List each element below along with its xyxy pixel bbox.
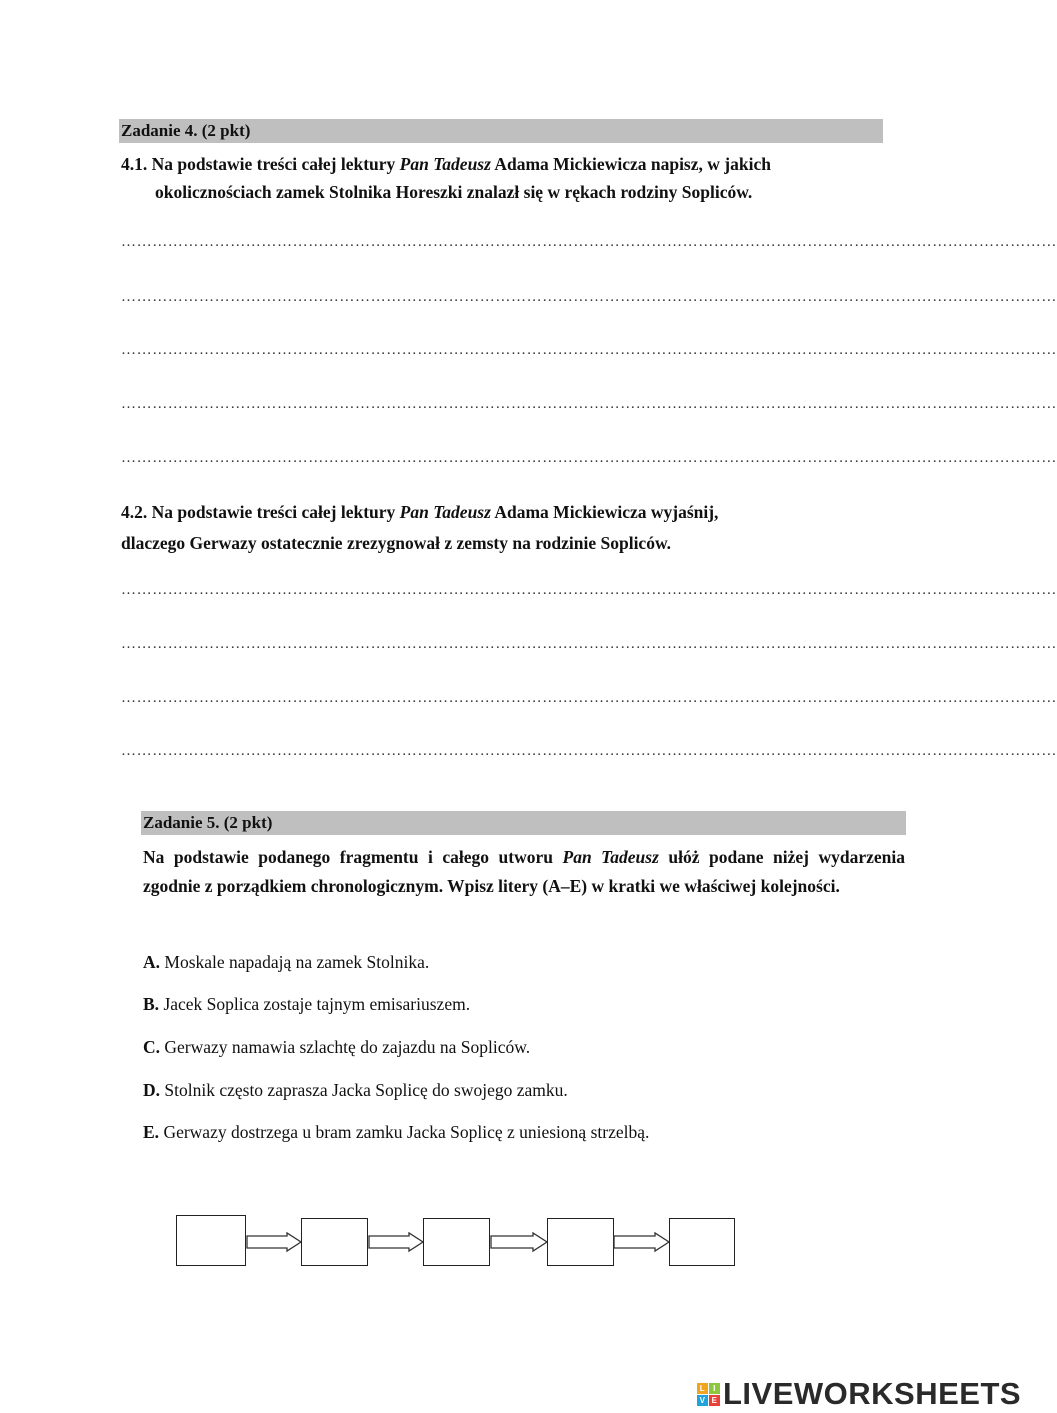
option-text: Stolnik często zaprasza Jacka Soplicę do swojego zamku. — [164, 1080, 568, 1100]
option-e — [143, 1122, 649, 1143]
answer-box-2[interactable] — [301, 1218, 368, 1266]
question-text: Na podstawie treści całej lektury — [151, 502, 396, 522]
question-text: Adama Mickiewicza napisz, w jakich — [494, 154, 771, 174]
book-title: Pan Tadeusz — [399, 502, 491, 522]
option-text: Gerwazy dostrzega u bram zamku Jacka Soplicę z uniesioną strzelbą. — [163, 1122, 650, 1142]
answer-line[interactable]: ……………………………………………………………………………………………………………………………………………………………… — [121, 450, 1057, 466]
question-text-line2: dlaczego Gerwazy ostatecznie zrezygnował z zemsty na rodzinie Sopliców. — [121, 533, 671, 553]
answer-line[interactable]: ……………………………………………………………………………………………………………………………………………………………… — [121, 690, 1057, 706]
question-text-line2: okolicznościach zamek Stolnika Horeszki znalazł się w rękach rodziny Sopliców. — [155, 182, 753, 202]
question-number: 4.1. — [121, 154, 148, 174]
answer-line[interactable]: ……………………………………………………………………………………………………………………………………………………………… — [121, 342, 1057, 358]
instruction-text: ułóż podane niżej wydarzenia zgodnie z porządkiem chronologicznym. Wpisz litery (A–E) w kratki we właściwej kolejności. — [143, 847, 905, 896]
option-letter: E. — [143, 1122, 160, 1142]
answer-line[interactable]: ……………………………………………………………………………………………………………………………………………………………… — [121, 289, 1057, 305]
arrow-right-icon — [490, 1232, 548, 1252]
arrow-right-icon — [368, 1232, 424, 1252]
instruction-text: Na podstawie podanego fragmentu i całego utworu — [143, 847, 553, 867]
answer-line[interactable]: ……………………………………………………………………………………………………………………………………………………………… — [121, 636, 1057, 652]
question-4-2 — [121, 497, 891, 559]
option-b — [143, 994, 470, 1015]
book-title: Pan Tadeusz — [562, 847, 659, 867]
answer-line[interactable]: ……………………………………………………………………………………………………………………………………………………………… — [121, 743, 1057, 759]
option-text: Gerwazy namawia szlachtę do zajazdu na Sopliców. — [164, 1037, 531, 1057]
option-letter: D. — [143, 1080, 161, 1100]
answer-box-1[interactable] — [176, 1215, 246, 1266]
question-4-1 — [121, 150, 891, 206]
task5-instructions — [143, 843, 905, 901]
question-text: Adama Mickiewicza wyjaśnij, — [494, 502, 719, 522]
question-number: 4.2. — [121, 502, 148, 522]
option-c — [143, 1037, 530, 1058]
logo-text: LIVEWORKSHEETS — [723, 1376, 1022, 1411]
book-title: Pan Tadeusz — [399, 154, 491, 174]
answer-line[interactable]: ……………………………………………………………………………………………………………………………………………………………… — [121, 234, 1057, 250]
arrow-right-icon — [613, 1232, 670, 1252]
liveworksheets-logo-icon: L I V E — [697, 1383, 720, 1406]
answer-box-5[interactable] — [669, 1218, 735, 1266]
option-d — [143, 1080, 568, 1101]
option-letter: B. — [143, 994, 160, 1014]
option-a — [143, 952, 429, 973]
task5-header: Zadanie 5. (2 pkt) — [141, 811, 906, 835]
option-text: Moskale napadają na zamek Stolnika. — [164, 952, 430, 972]
liveworksheets-logo — [697, 1377, 1021, 1411]
question-text: Na podstawie treści całej lektury — [151, 154, 396, 174]
answer-line[interactable]: ……………………………………………………………………………………………………………………………………………………………… — [121, 396, 1057, 412]
arrow-right-icon — [246, 1232, 302, 1252]
answer-box-3[interactable] — [423, 1218, 490, 1266]
answer-line[interactable]: ……………………………………………………………………………………………………………………………………………………………… — [121, 582, 1057, 598]
option-letter: A. — [143, 952, 161, 972]
option-letter: C. — [143, 1037, 161, 1057]
task4-header: Zadanie 4. (2 pkt) — [119, 119, 883, 143]
option-text: Jacek Soplica zostaje tajnym emisariuszem. — [163, 994, 471, 1014]
answer-box-4[interactable] — [547, 1218, 614, 1266]
